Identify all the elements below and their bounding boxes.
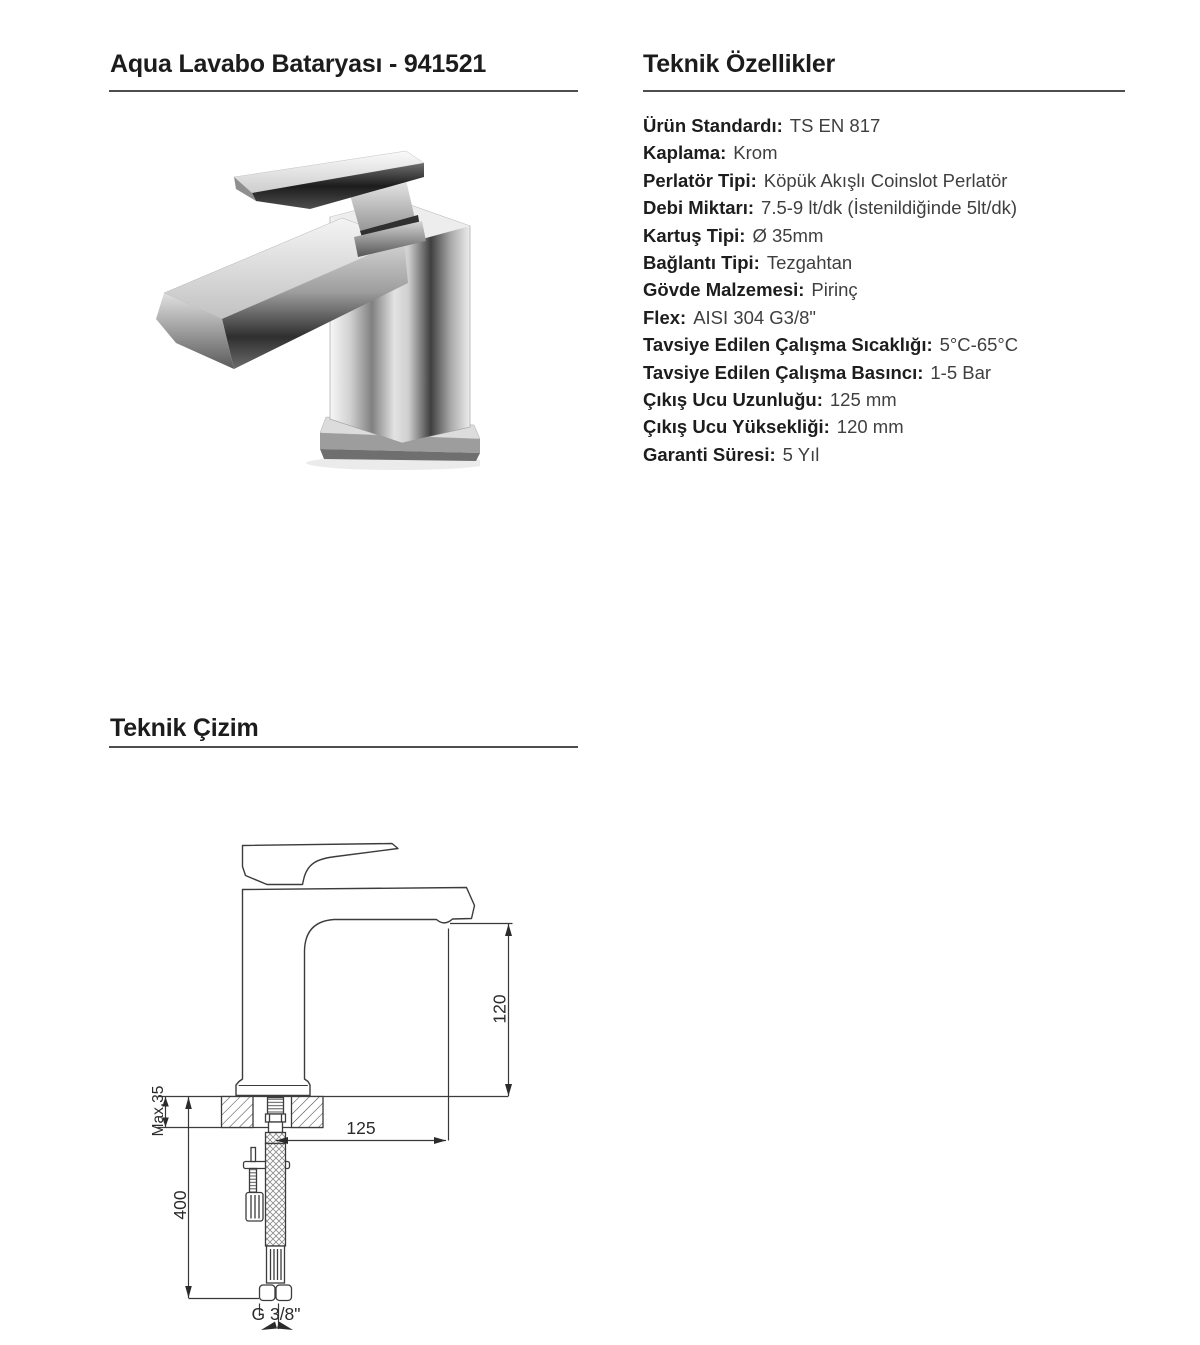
spec-row: [643, 441, 1148, 468]
arrow-right-icon: [434, 1137, 446, 1144]
spec-value: TS EN 817: [789, 115, 881, 136]
faucet-outline: [236, 844, 475, 1096]
spec-value: 125 mm: [829, 389, 897, 411]
spec-row: [643, 386, 1148, 413]
drawing-lever: [243, 844, 399, 885]
spec-value: 7.5-9 lt/dk (İstenildiğinde 5lt/dk): [761, 197, 1018, 219]
countertop-hatch-right: [292, 1097, 324, 1128]
spec-row: [643, 413, 1148, 440]
arrow-down-icon: [505, 1084, 512, 1096]
countertop: [158, 1097, 509, 1128]
product-photo: [140, 133, 480, 471]
spec-row: [643, 359, 1148, 386]
threaded-shank: [268, 1098, 284, 1115]
spec-label: Kartuş Tipi:: [643, 224, 746, 246]
spec-label: Tavsiye Edilen Çalışma Sıcaklığı:: [643, 334, 933, 356]
spec-value: 5°C-65°C: [939, 334, 1019, 356]
spec-row: [643, 139, 1148, 166]
dim-label-120: 120: [489, 994, 510, 1024]
stud-rod: [250, 1169, 257, 1193]
spec-row: [643, 167, 1148, 194]
spec-value: 5 Yıl: [782, 443, 820, 465]
stud-tip: [251, 1148, 256, 1162]
spec-row: [643, 304, 1148, 331]
spec-label: Ürün Standardı:: [643, 115, 783, 136]
dim-label-max35: Max.35: [150, 1085, 167, 1137]
arrow-up-icon: [185, 1097, 192, 1109]
spec-label: Flex:: [643, 306, 687, 328]
faucet-photo-illustration: [140, 133, 480, 471]
spec-row: [643, 249, 1148, 276]
drawing-title: Teknik Çizim: [110, 714, 259, 742]
spec-value: AISI 304 G3/8": [693, 306, 816, 328]
technical-drawing-svg: [140, 830, 570, 1345]
technical-drawing: [140, 830, 570, 1345]
specs-title: Teknik Özellikler: [643, 50, 836, 78]
spec-label: Çıkış Ucu Uzunluğu:: [643, 389, 823, 411]
spec-row: [643, 222, 1148, 249]
dimension-labels: [150, 994, 510, 1324]
fixing-stud-assembly: [246, 1148, 263, 1222]
drawing-body: [236, 888, 475, 1096]
spec-label: Gövde Malzemesi:: [643, 279, 805, 301]
spec-label: Tavsiye Edilen Çalışma Basıncı:: [643, 361, 924, 383]
spec-value: Ø 35mm: [752, 224, 824, 246]
spec-value: Pirinç: [811, 279, 858, 301]
specs-title-rule: [643, 90, 1125, 92]
spec-label: Perlatör Tipi:: [643, 169, 757, 191]
shank-collar: [266, 1114, 286, 1122]
spec-label: Çıkış Ucu Yüksekliği:: [643, 416, 830, 438]
spec-row: [643, 112, 1148, 139]
spec-row: [643, 276, 1148, 303]
spec-row: [643, 194, 1148, 221]
spec-label: Bağlantı Tipi:: [643, 252, 760, 274]
arrow-down-icon: [185, 1286, 192, 1298]
braided-hose: [266, 1144, 286, 1247]
spec-value: Tezgahtan: [766, 252, 853, 274]
hose-end-nut-right: [276, 1285, 292, 1301]
spec-row: [643, 331, 1148, 358]
arrow-up-icon: [505, 924, 512, 936]
shank-neck: [269, 1122, 283, 1133]
product-title: Aqua Lavabo Bataryası - 941521: [110, 50, 487, 78]
spec-value: 1-5 Bar: [930, 361, 992, 383]
countertop-hatch-left: [222, 1097, 254, 1128]
dim-label-g38: G 3/8": [251, 1304, 301, 1324]
drawing-title-rule: [109, 746, 578, 748]
spec-value: Köpük Akışlı Coinslot Perlatör: [763, 169, 1008, 191]
spec-value: 120 mm: [836, 416, 904, 438]
dimension-lines: [166, 924, 513, 1330]
dim-label-125: 125: [346, 1118, 376, 1138]
product-title-rule: [109, 90, 578, 92]
hose-end-nut-left: [260, 1285, 276, 1301]
dim-label-400: 400: [170, 1190, 190, 1220]
spec-label: Garanti Süresi:: [643, 443, 776, 465]
spec-label: Kaplama:: [643, 142, 727, 164]
spec-list: [643, 112, 1148, 468]
spec-label: Debi Miktarı:: [643, 197, 755, 219]
hose-corrugation: [267, 1246, 285, 1283]
spec-value: Krom: [733, 142, 778, 164]
